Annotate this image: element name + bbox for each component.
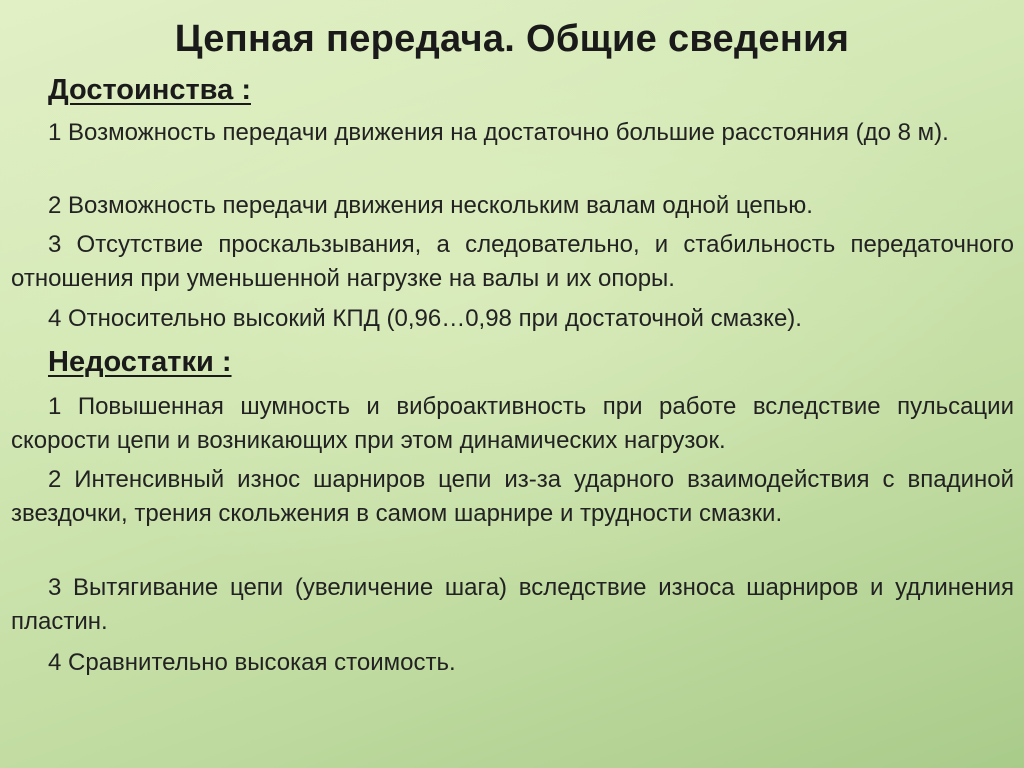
disadvantage-item-4: 4 Сравнительно высокая стоимость. [48, 649, 456, 676]
advantage-item-1: 1 Возможность передачи движения на достаточно большие расстояния (до 8 м). [48, 119, 949, 146]
disadvantages-heading: Недостатки : [48, 346, 232, 378]
disadvantage-item-2: 2 Интенсивный износ шарниров цепи из-за ударного взаимодействия с впадиной звездочки, трения скольжения в самом шарнире и трудности смазки. [11, 466, 1014, 527]
slide-title: Цепная передача. Общие сведения [174, 18, 850, 60]
advantage-item-3: 3 Отсутствие проскальзывания, а следовательно, и стабильность передаточного отношения при уменьшенной нагрузке на валы и их опоры. [11, 231, 1014, 292]
advantage-item-4: 4 Относительно высокий КПД (0,96…0,98 при достаточной смазке). [48, 305, 802, 332]
advantages-heading: Достоинства : [48, 74, 251, 106]
disadvantage-item-1: 1 Повышенная шумность и виброактивность при работе вследствие пульсации скорости цепи и возникающих при этом динамических нагрузок. [11, 393, 1014, 454]
disadvantage-item-3: 3 Вытягивание цепи (увеличение шага) вследствие износа шарниров и удлинения пластин. [11, 574, 1014, 635]
advantage-item-2: 2 Возможность передачи движения нескольким валам одной цепью. [48, 192, 813, 219]
